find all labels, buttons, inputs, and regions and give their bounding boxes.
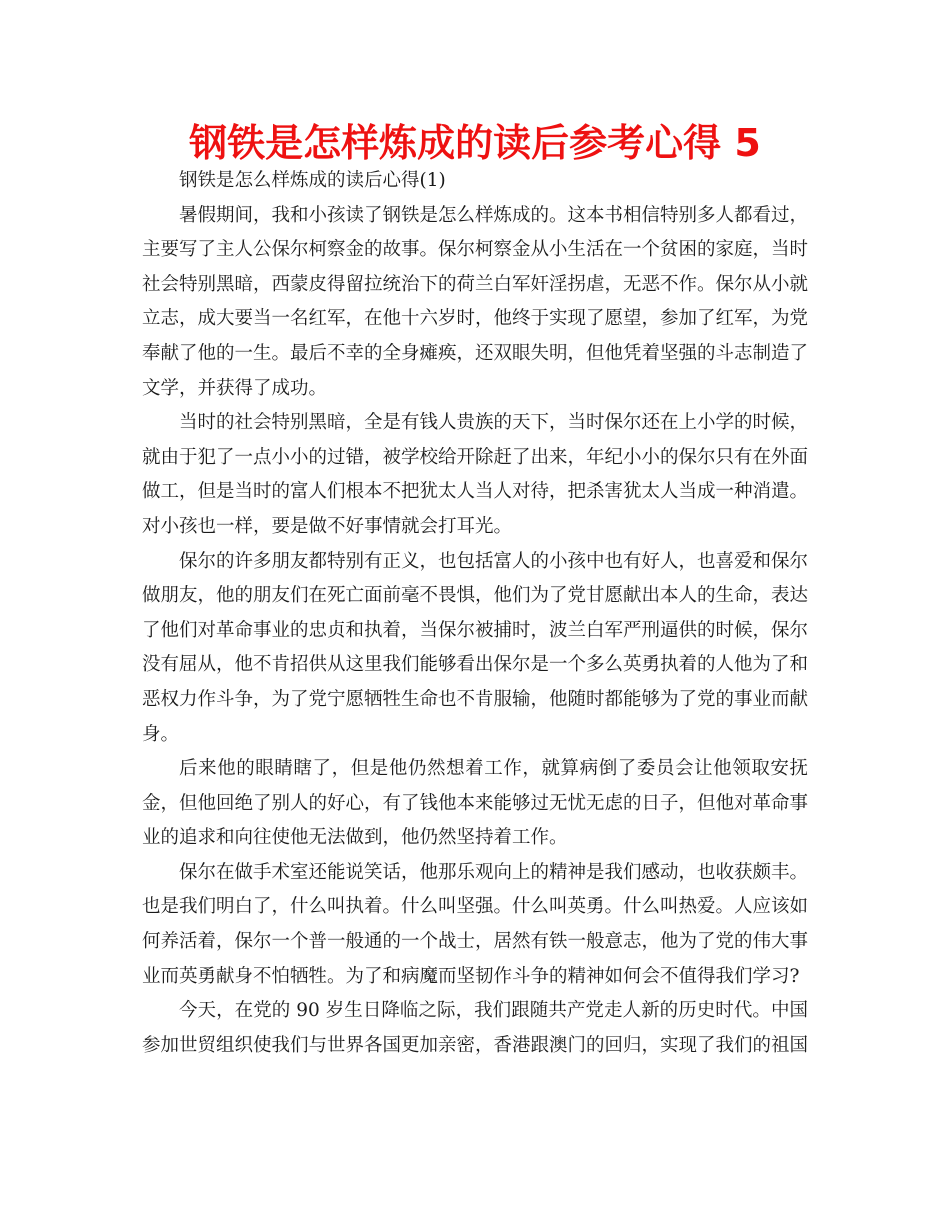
document-subtitle: 钢铁是怎么样炼成的读后心得(1) bbox=[179, 170, 446, 191]
paragraph: 暑假期间，我和小孩读了钢铁是怎么样炼成的。这本书相信特别多人都看过，主要写了主人公保尔柯察金的故事。保尔柯察金从小生活在一个贫困的家庭，当时社会特别黑暗，西蒙皮得留拉统治下的荷兰白军奸淫拐虐，无恶不作。保尔从小就立志，成大要当一名红军，在他十六岁时，他终于实现了愿望，参加了红军，为党奉献了他的一生。最后不幸的全身瘫痪，还双眼失明，但他凭着坚强的斗志制造了文学，并获得了成功。 bbox=[142, 204, 809, 399]
paragraph: 当时的社会特别黑暗，全是有钱人贵族的天下，当时保尔还在上小学的时候，就由于犯了一点小小的过错，被学校给开除赶了出来，年纪小小的保尔只有在外面做工，但是当时的富人们根本不把犹太人当人对待，把杀害犹太人当成一种消遣。对小孩也一样，要是做不好事情就会打耳光。 bbox=[142, 412, 809, 537]
document-body bbox=[142, 164, 808, 1063]
paragraph: 保尔在做手术室还能说笑话，他那乐观向上的精神是我们感动，也收获颇丰。也是我们明白了，什么叫执着。什么叫坚强。什么叫英勇。什么叫热爱。人应该如何养活着，保尔一个普一般通的一个战士，居然有铁一般意志，他为了党的伟大事业而英勇献身不怕牺牲。为了和病魔而坚韧作斗争的精神如何会不值得我们学习? bbox=[142, 861, 809, 987]
paragraph: 保尔的许多朋友都特别有正义，也包括富人的小孩中也有好人，也喜爱和保尔做朋友，他的朋友们在死亡面前毫不畏惧，他们为了党甘愿献出本人的生命，表达了他们对革命事业的忠贞和执着，当保尔被捕时，波兰白军严刑逼供的时候，保尔没有屈从，他不肯招供从这里我们能够看出保尔是一个多么英勇执着的人他为了和恶权力作斗争，为了党宁愿牺牲生命也不肯服输，他随时都能够为了党的事业而献身。 bbox=[142, 550, 809, 745]
paragraph: 后来他的眼睛瞎了，但是他仍然想着工作，就算病倒了委员会让他领取安抚金，但他回绝了别人的好心，有了钱他本来能够过无忧无虑的日子，但他对革命事业的追求和向往使他无法做到，他仍然坚持着工作。 bbox=[142, 758, 809, 849]
paragraph: 今天，在党的 90 岁生日降临之际，我们跟随共产党走人新的历史时代。中国参加世贸组织使我们与世界各国更加亲密，香港跟澳门的回归，实现了我们的祖国 bbox=[142, 1000, 809, 1056]
document-title: 钢铁是怎样炼成的读后参考心得 5 bbox=[189, 121, 761, 165]
